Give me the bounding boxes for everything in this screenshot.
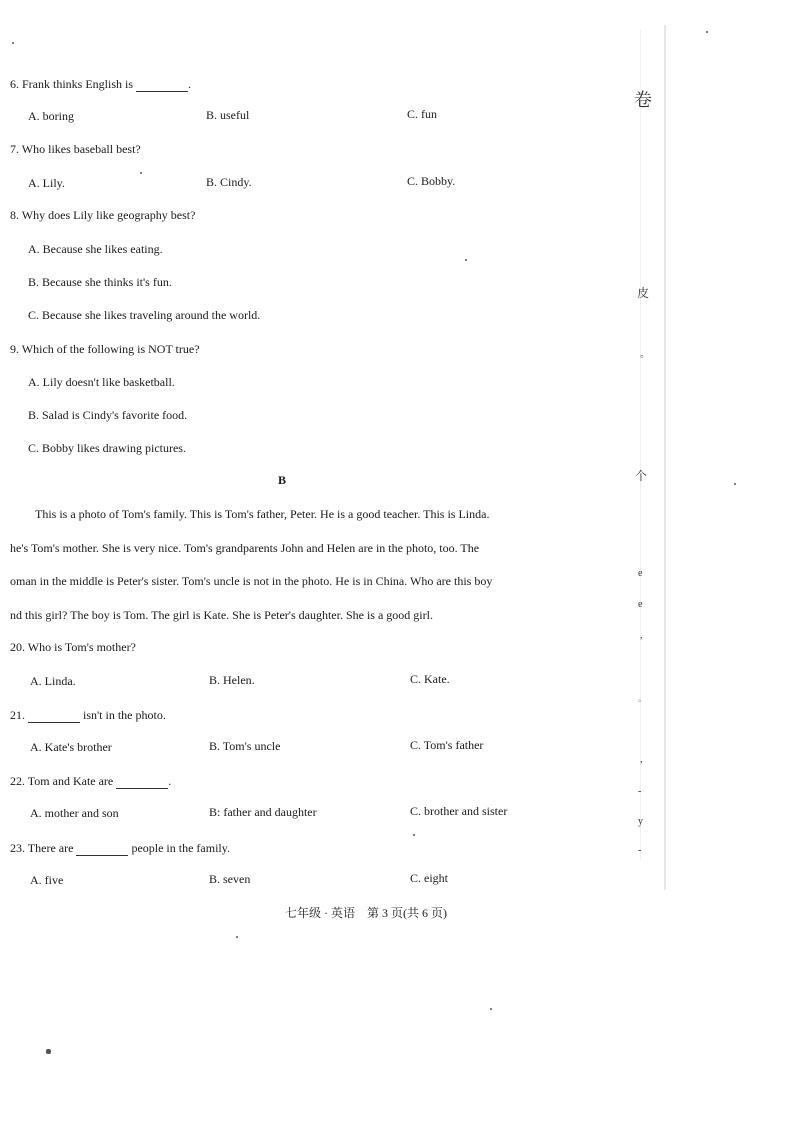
side-char: - — [638, 845, 642, 856]
fold-shadow — [640, 30, 641, 860]
answer-blank — [76, 840, 128, 856]
passage-line: nd this girl? The boy is Tom. The girl is Kate. She is Peter's daughter. She is a good girl. — [10, 607, 433, 622]
page-fold-line — [664, 25, 666, 890]
option-b: B. Because she thinks it's fun. — [28, 275, 172, 289]
side-char: 。 — [638, 694, 646, 703]
option-c: C. brother and sister — [410, 804, 508, 818]
option-a: A. Lily doesn't like basketball. — [28, 375, 175, 389]
scan-speck — [734, 483, 736, 485]
option-c: C. fun — [407, 107, 437, 121]
scan-speck — [236, 936, 238, 938]
side-char: 。 — [640, 349, 650, 360]
page-footer: 七年级 · 英语 第 3 页(共 6 页) — [285, 906, 447, 920]
side-char: 皮 — [637, 286, 650, 300]
answer-blank — [28, 707, 80, 723]
option-a: A. Lily. — [28, 176, 65, 190]
scan-speck — [465, 259, 467, 261]
option-b: B. Tom's uncle — [209, 739, 281, 753]
side-char: - — [638, 786, 642, 797]
side-char: y — [638, 816, 643, 827]
question-8: 8. Why does Lily like geography best? — [10, 208, 196, 222]
option-b: B. seven — [209, 872, 251, 886]
option-b: B. Cindy. — [206, 175, 252, 189]
question-21: 21. isn't in the photo. — [10, 708, 166, 722]
question-23: 23. There are people in the family. — [10, 841, 230, 855]
option-c: C. Bobby likes drawing pictures. — [28, 441, 186, 455]
option-a: A. boring — [28, 109, 74, 123]
passage-line: This is a photo of Tom's family. This is Tom's father, Peter. He is a good teacher. This is Linda. — [35, 507, 490, 521]
option-c: C. Tom's father — [410, 738, 484, 752]
passage-line: he's Tom's mother. She is very nice. Tom's grandparents John and Helen are in the photo, too. The — [10, 540, 480, 555]
option-b: B. useful — [206, 108, 250, 122]
option-c: C. Kate. — [410, 672, 450, 686]
scan-speck — [706, 31, 708, 33]
option-b: B. Salad is Cindy's favorite food. — [28, 408, 188, 422]
question-20: 20. Who is Tom's mother? — [10, 640, 136, 654]
answer-blank — [136, 76, 188, 92]
option-c: C. Because she likes traveling around the world. — [28, 308, 261, 322]
side-char: 个 — [635, 469, 648, 483]
question-22: 22. Tom and Kate are . — [10, 774, 172, 788]
scan-speck — [490, 1008, 492, 1010]
option-a: A. Because she likes eating. — [28, 242, 163, 256]
answer-blank — [116, 773, 168, 789]
side-char: e — [638, 568, 643, 579]
option-a: A. mother and son — [30, 806, 119, 820]
reading-passage — [10, 498, 562, 632]
scan-speck — [413, 834, 415, 836]
option-a: A. Kate's brother — [30, 740, 112, 754]
option-c: C. Bobby. — [407, 174, 456, 188]
scan-speck — [46, 1049, 51, 1054]
option-b: B: father and daughter — [209, 805, 317, 819]
scan-speck — [12, 42, 14, 44]
side-char: 卷 — [634, 90, 652, 110]
question-9: 9. Which of the following is NOT true? — [10, 342, 200, 356]
option-a: A. five — [30, 873, 64, 887]
passage-line: oman in the middle is Peter's sister. Tom's uncle is not in the photo. He is in China. Who are this boy — [10, 574, 493, 588]
option-c: C. eight — [410, 871, 448, 885]
question-6: 6. Frank thinks English is . — [10, 77, 192, 91]
section-heading: B — [278, 473, 287, 487]
scan-speck — [140, 172, 142, 174]
option-b: B. Helen. — [209, 673, 255, 687]
option-a: A. Linda. — [30, 674, 76, 688]
side-char: , — [640, 630, 643, 641]
side-char: , — [640, 754, 643, 765]
question-7: 7. Who likes baseball best? — [10, 142, 141, 156]
side-char: e — [638, 599, 643, 610]
